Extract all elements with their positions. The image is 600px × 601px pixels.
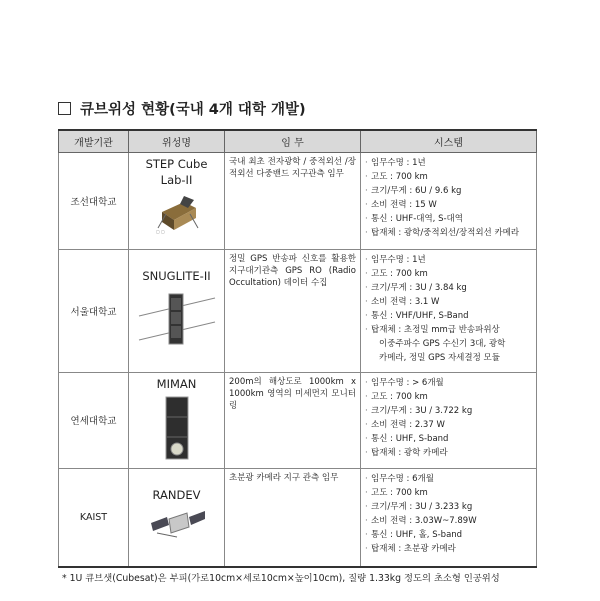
system-item: · 소비 전력 : 3.03W~7.89W: [365, 514, 532, 528]
system-item: · 고도 : 700 km: [365, 267, 532, 281]
system-item: · 임무수명 : 1년: [365, 253, 532, 267]
system-item: · 소비 전력 : 2.37 W: [365, 418, 532, 432]
table-row: [59, 249, 537, 372]
satellite-name: STEP Cube Lab-II: [145, 156, 208, 187]
satellite-name: RANDEV: [152, 487, 201, 502]
system-item: · 탑재체 : 광학/중적외선/장적외선 카메라: [365, 226, 532, 240]
table-row: [59, 468, 537, 567]
system-item: · 탑재체 : 광학 카메라: [365, 446, 532, 460]
header-satellite: 위성명: [129, 130, 225, 152]
mission-cell: 국내 최초 전자광학 / 중적외선 /장적외선 다중밴드 지구관측 임무: [225, 152, 361, 249]
system-item: · 통신 : UHF, 홀, S-band: [365, 528, 532, 542]
svg-text:▢ ▢: ▢ ▢: [155, 228, 165, 234]
system-cell: [361, 468, 537, 567]
system-cell: [361, 152, 537, 249]
system-item: · 통신 : UHF, S-band: [365, 432, 532, 446]
footnote: * 1U 큐브샛(Cubesat)은 부피(가로10cm×세로10cm×높이10cm), 질량 1.33kg 정도의 초소형 인공위성: [62, 573, 500, 584]
satellite-name: SNUGLITE-II: [142, 268, 211, 283]
system-item: 이중주파수 GPS 수신기 3대, 광학: [379, 338, 506, 349]
system-item: 카메라, 정밀 GPS 자세결정 모듈: [379, 352, 500, 363]
header-row: [59, 130, 537, 152]
checkbox-square-icon: [58, 102, 71, 115]
table-row: [59, 152, 537, 249]
satellite-cell: [129, 372, 225, 468]
cubesat-3u-deployed-icon: [137, 290, 217, 348]
header-mission: 임 무: [225, 130, 361, 152]
system-item: · 통신 : VHF/UHF, S-Band: [365, 309, 532, 323]
system-item: · 고도 : 700 km: [365, 486, 532, 500]
header-system: 시스템: [361, 130, 537, 152]
system-item: · 소비 전력 : 3.1 W: [365, 295, 532, 309]
org-cell: 서울대학교: [59, 249, 129, 372]
cubesat-table: [58, 129, 537, 568]
system-item: · 탑재체 : 초분광 카메라: [365, 542, 532, 556]
system-item: · 탑재체 : 초정밀 mm급 반송파위상: [365, 323, 532, 337]
heading-text: 큐브위성 현황(국내 4개 대학 개발): [80, 102, 306, 118]
system-item: · 고도 : 700 km: [365, 170, 532, 184]
system-item: · 소비 전력 : 15 W: [365, 198, 532, 212]
system-item: · 크기/무게 : 3U / 3.722 kg: [365, 404, 532, 418]
system-item: · 크기/무게 : 3U / 3.84 kg: [365, 281, 532, 295]
system-item: · 임무수명 : 1년: [365, 156, 532, 170]
satellite-cell: [129, 249, 225, 372]
system-cell: [361, 249, 537, 372]
section-heading: [58, 98, 306, 119]
satellite-cell: [129, 152, 225, 249]
system-item: · 크기/무게 : 6U / 9.6 kg: [365, 184, 532, 198]
satellite-cell: [129, 468, 225, 567]
system-item: · 고도 : 700 km: [365, 390, 532, 404]
org-cell: 연세대학교: [59, 372, 129, 468]
mission-cell: 초분광 카메라 지구 관측 임무: [225, 468, 361, 567]
satellite-name: MIMAN: [156, 376, 197, 391]
system-item: · 임무수명 : 6개월: [365, 472, 532, 486]
system-cell: [361, 372, 537, 468]
cubesat-3u-panels-icon: [147, 509, 207, 539]
org-cell: 조선대학교: [59, 152, 129, 249]
header-org: 개발기관: [59, 130, 129, 152]
cubesat-3u-icon: [162, 395, 192, 461]
system-item: · 임무수명 : > 6개월: [365, 376, 532, 390]
cubesat-6u-icon: [154, 194, 200, 234]
system-item: · 크기/무게 : 3U / 3.233 kg: [365, 500, 532, 514]
system-item: · 통신 : UHF-대역, S-대역: [365, 212, 532, 226]
mission-cell: 200m의 해상도로 1000km x 1000km 영역의 미세먼지 모니터링: [225, 372, 361, 468]
table-row: [59, 372, 537, 468]
org-cell: KAIST: [59, 468, 129, 567]
mission-cell: 정밀 GPS 반송파 신호를 활용한 지구대기관측 GPS RO (Radio Occultation) 데이터 수집: [225, 249, 361, 372]
